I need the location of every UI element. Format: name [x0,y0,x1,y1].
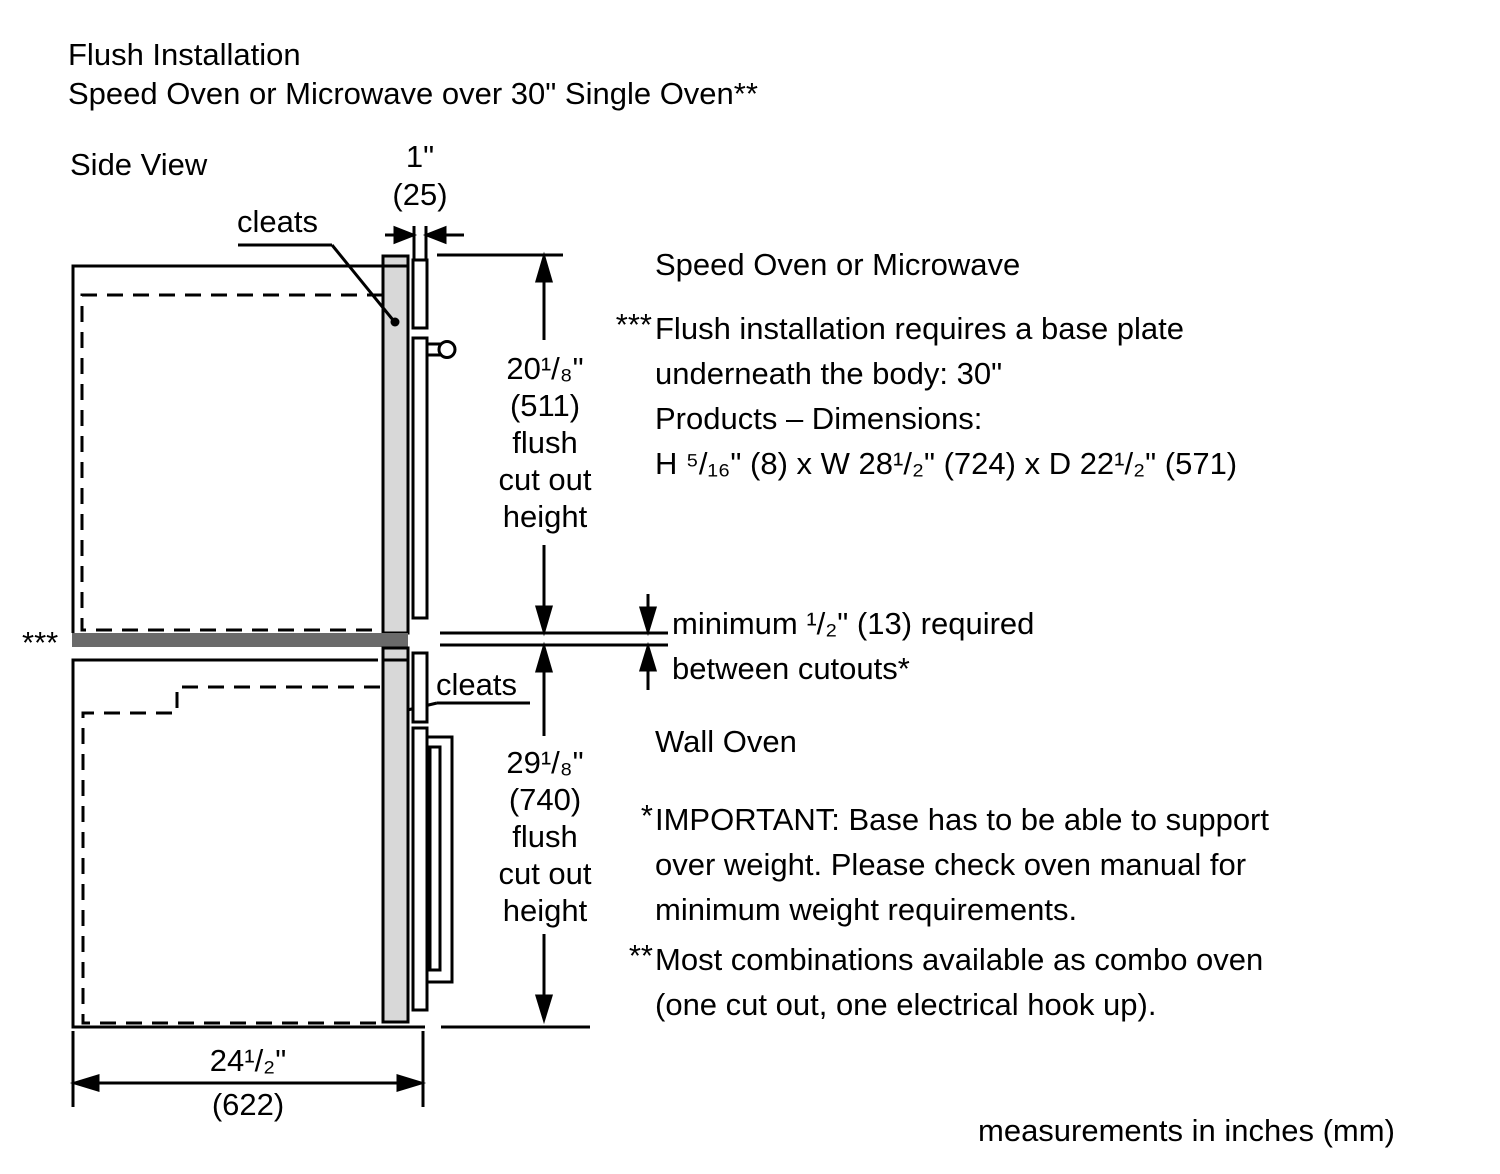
combo-note: Most combinations available as combo oven (one cut out, one electrical hook up). [655,942,1264,1022]
lower-cutout-dimension-label: 29¹/₈" (740) flush cut out height [498,745,592,928]
page-title-line2: Speed Oven or Microwave over 30" Single Oven** [68,76,758,111]
speed-oven-door [413,260,427,618]
lower-cleats-label: cleats [436,667,517,702]
min-gap-note: minimum ¹/₂" (13) required between cutouts* [672,606,1035,686]
upper-cabinet-cutout-dashed [82,295,383,630]
speed-oven-handle [427,342,455,358]
product-dimensions-value: H ⁵/₁₆" (8) x W 28¹/₂" (724) x D 22¹/₂" (571) [655,446,1238,481]
upper-cleats-label: cleats [237,204,318,239]
lower-cutout-inches: 29¹/₈" [506,745,584,780]
depth-inches: 24¹/₂" [209,1043,287,1078]
flush-note: Flush installation requires a base plate underneath the body: 30" Products – Dimensions: H ⁵/₁₆" (8) x W 28¹/₂" (724) x D 22¹/₂" (571) [655,306,1237,486]
side-view-label: Side View [70,147,208,182]
important-note-marker: * [640,798,653,833]
upper-cutout-dimension-label: 20¹/₈" (511) flush cut out height [498,351,592,534]
lower-cabinet-cutout-dashed [83,687,380,1023]
upper-cutout-mm: (511) [509,388,581,423]
wall-oven-door-front-profile [427,737,452,982]
combo-note-marker: ** [628,938,653,973]
upper-cleats-leader [238,245,400,327]
lower-cutout-mm: (740) [508,782,582,817]
flush-note-marker: *** [615,307,652,342]
important-note: IMPORTANT: Base has to be able to support over weight. Please check oven manual for minimum weight requirements. [655,802,1269,927]
depth-mm: (622) [211,1087,285,1122]
door-thickness-mm: (25) [392,177,448,212]
base-plate-marker: *** [22,625,59,660]
wall-oven-heading: Wall Oven [655,724,797,759]
lower-cabinet-outline [73,660,425,1027]
base-plate [72,633,408,647]
door-thickness-inches: 1" [405,139,435,174]
wall-oven-door [413,653,427,1010]
upper-cabinet-outline [73,266,383,633]
speed-oven-heading: Speed Oven or Microwave [655,247,1021,282]
upper-cutout-inches: 20¹/₈" [506,351,584,386]
page-title-line1: Flush Installation [68,37,301,72]
units-footnote: measurements in inches (mm) [978,1113,1395,1148]
lower-cleat [383,648,408,1022]
